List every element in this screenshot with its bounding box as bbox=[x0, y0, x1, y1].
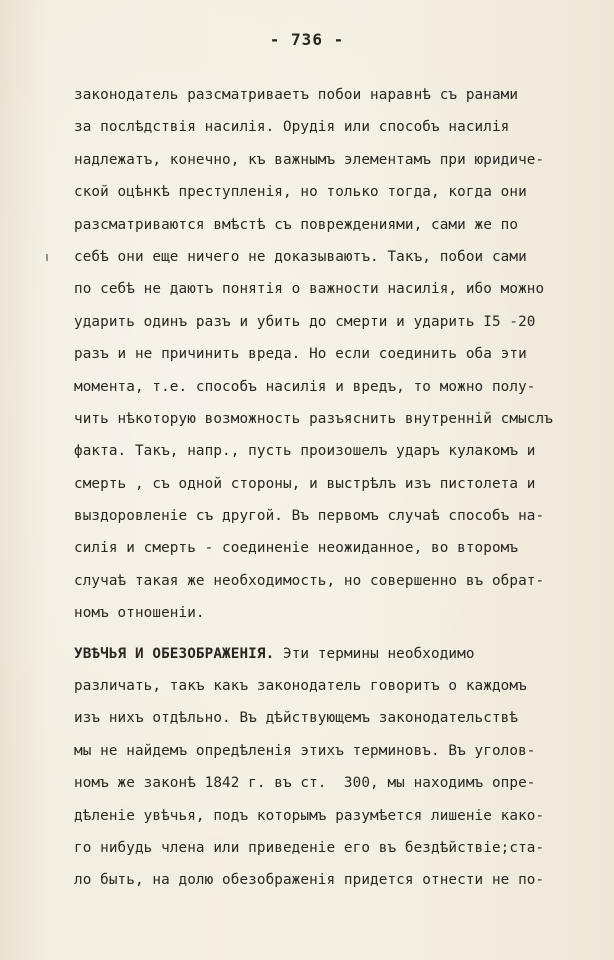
text-line: законодатель разсматриваетъ побои наравнѣ съ ранами bbox=[74, 87, 519, 103]
text-line: го нибудь члена или приведеніе его въ бездѣйствіе;ста- bbox=[74, 839, 545, 856]
text-line: дѣленіе увѣчья, подъ которымъ разумѣется лишеніе како- bbox=[74, 807, 545, 824]
text-line: разсматриваются вмѣстѣ съ повреждениями, сами же по bbox=[74, 216, 519, 233]
text-line: надлежатъ, конечно, къ важнымъ элементамъ при юридиче- bbox=[74, 151, 545, 168]
text-line: выздоровленіе съ другой. Въ первомъ случаѣ способъ на- bbox=[74, 508, 545, 525]
text-line: по себѣ не даютъ понятія о важности насилія, ибо можно bbox=[74, 281, 545, 298]
paragraph-gap bbox=[74, 630, 604, 638]
text-line: изъ нихъ отдѣльно. Въ дѣйствующемъ законодательствѣ bbox=[74, 710, 519, 727]
text-line: момента, т.е. способъ насилія и вредъ, то можно полу- bbox=[74, 378, 536, 395]
paragraph-1 bbox=[74, 79, 604, 630]
text-line: разъ и не причинить вреда. Но если соединить оба эти bbox=[74, 346, 527, 363]
text-line: за послѣдствія насилія. Орудія или способъ насилія bbox=[74, 119, 510, 136]
text-line: случаѣ такая же необходимость, но совершенно въ обрат- bbox=[74, 572, 545, 589]
text-line: смерть , съ одной стороны, и выстрѣлъ изъ пистолета и bbox=[74, 475, 536, 492]
page-number: - 736 - bbox=[269, 30, 345, 49]
text-line: номъ же законѣ 1842 г. въ ст. 300, мы находимъ опре- bbox=[74, 775, 536, 792]
text-line: мы не найдемъ опредѣленія этихъ терминовъ. Въ уголов- bbox=[74, 742, 536, 759]
text-line: факта. Такъ, напр., пусть произошелъ ударъ кулакомъ и bbox=[74, 443, 536, 460]
text-line-with-heading bbox=[74, 638, 604, 670]
margin-mark bbox=[46, 254, 48, 261]
text-line: номъ отношеніи. bbox=[74, 605, 205, 622]
body-text bbox=[74, 79, 604, 897]
heading-line-rest: Эти термины необходимо bbox=[274, 645, 475, 662]
text-line: силія и смерть - соединеніе неожиданное, во второмъ bbox=[74, 540, 519, 557]
text-line: ло быть, на долю обезображенія придется отнести не по- bbox=[74, 872, 545, 889]
text-line: ударить одинъ разъ и убить до смерти и ударить I5 -20 bbox=[74, 313, 536, 330]
section-heading: УВѢЧЬЯ И ОБЕЗОБРАЖЕНІЯ. bbox=[74, 645, 275, 662]
paragraph-2 bbox=[74, 638, 604, 897]
text-line: различать, такъ какъ законодатель говоритъ о каждомъ bbox=[74, 678, 527, 695]
text-line: чить нѣкоторую возможность разъяснить внутренній смыслъ bbox=[74, 410, 553, 427]
text-line: ской оцѣнкѣ преступленія, но только тогда, когда они bbox=[74, 184, 527, 201]
text-line: себѣ они еще ничего не доказываютъ. Такъ, побои сами bbox=[74, 248, 527, 265]
